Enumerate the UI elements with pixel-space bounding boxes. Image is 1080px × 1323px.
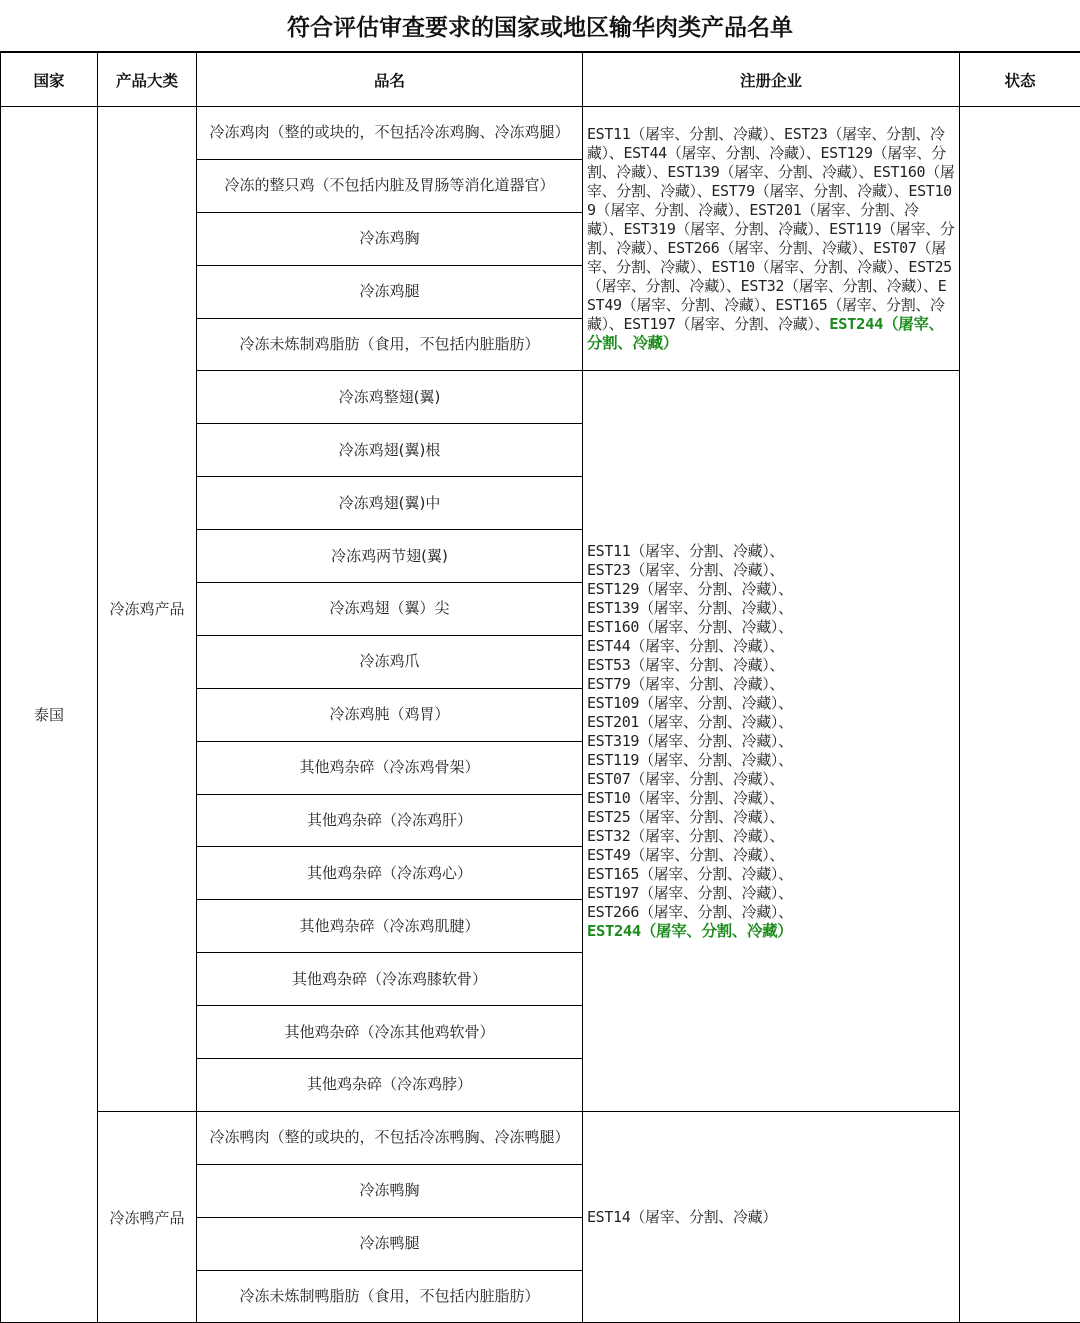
enterprise-line: EST201（屠宰、分割、冷藏）、 xyxy=(587,713,955,732)
product-name: 冷冻鸭腿 xyxy=(197,1217,583,1270)
table-row xyxy=(1,1111,1080,1164)
product-name: 冷冻鸡肉（整的或块的，不包括冷冻鸡胸、冷冻鸡腿） xyxy=(197,107,583,160)
enterprise-line: EST165（屠宰、分割、冷藏）、 xyxy=(587,865,955,884)
enterprise-line: EST197（屠宰、分割、冷藏）、 xyxy=(587,884,955,903)
product-name: 其他鸡杂碎（冷冻鸡肌腱） xyxy=(197,900,583,953)
enterprise-line: EST49（屠宰、分割、冷藏）、 xyxy=(587,846,955,865)
enterprise-line: EST44（屠宰、分割、冷藏）、 xyxy=(587,637,955,656)
category-cell-chicken: 冷冻鸡产品 xyxy=(98,107,197,1112)
country-cell: 泰国 xyxy=(1,107,98,1323)
enterprise-line: EST25（屠宰、分割、冷藏）、 xyxy=(587,808,955,827)
enterprise-line: EST266（屠宰、分割、冷藏）、 xyxy=(587,903,955,922)
product-name: 冷冻鸡胸 xyxy=(197,212,583,265)
enterprise-line: EST11（屠宰、分割、冷藏）、 xyxy=(587,542,955,561)
product-name: 其他鸡杂碎（冷冻其他鸡软骨） xyxy=(197,1006,583,1059)
product-name: 冷冻未炼制鸭脂肪（食用，不包括内脏脂肪） xyxy=(197,1270,583,1323)
category-cell-duck: 冷冻鸭产品 xyxy=(98,1111,197,1323)
product-name: 其他鸡杂碎（冷冻鸡脖） xyxy=(197,1059,583,1112)
enterprise-line: EST109（屠宰、分割、冷藏）、 xyxy=(587,694,955,713)
enterprise-cell-duck: EST14（屠宰、分割、冷藏） xyxy=(583,1111,960,1323)
enterprise-cell-chicken-1 xyxy=(583,107,960,371)
enterprise-line: EST79（屠宰、分割、冷藏）、 xyxy=(587,675,955,694)
product-name: 冷冻鸡翅(翼)根 xyxy=(197,424,583,477)
status-cell xyxy=(960,107,1080,1323)
product-name: 其他鸡杂碎（冷冻鸡膝软骨） xyxy=(197,953,583,1006)
header-status: 状态 xyxy=(960,53,1080,107)
product-name: 冷冻鸡整翅(翼) xyxy=(197,371,583,424)
product-name: 冷冻鸡爪 xyxy=(197,635,583,688)
header-enterprise: 注册企业 xyxy=(583,53,960,107)
enterprise-line: EST319（屠宰、分割、冷藏）、 xyxy=(587,732,955,751)
product-name: 冷冻鸡翅（翼）尖 xyxy=(197,583,583,636)
product-list-table xyxy=(0,52,1080,1323)
product-name: 冷冻鸡腿 xyxy=(197,265,583,318)
enterprise-line: EST07（屠宰、分割、冷藏）、 xyxy=(587,770,955,789)
enterprise-line: EST32（屠宰、分割、冷藏）、 xyxy=(587,827,955,846)
product-name: 冷冻未炼制鸡脂肪（食用，不包括内脏脂肪） xyxy=(197,318,583,371)
enterprise-line: EST119（屠宰、分割、冷藏）、 xyxy=(587,751,955,770)
page-title: 符合评估审查要求的国家或地区输华肉类产品名单 xyxy=(0,0,1080,52)
enterprise-cell-chicken-2 xyxy=(583,371,960,1111)
product-name: 冷冻鸡两节翅(翼) xyxy=(197,530,583,583)
product-name: 其他鸡杂碎（冷冻鸡心） xyxy=(197,847,583,900)
header-product: 品名 xyxy=(197,53,583,107)
table-row xyxy=(1,107,1080,160)
header-category: 产品大类 xyxy=(98,53,197,107)
product-name: 冷冻鸡肫（鸡胃） xyxy=(197,688,583,741)
enterprise-new-highlight: EST244（屠宰、分割、冷藏） xyxy=(587,922,955,941)
enterprise-line: EST139（屠宰、分割、冷藏）、 xyxy=(587,599,955,618)
product-name: 其他鸡杂碎（冷冻鸡骨架） xyxy=(197,741,583,794)
enterprise-line: EST10（屠宰、分割、冷藏）、 xyxy=(587,789,955,808)
product-name: 冷冻鸭胸 xyxy=(197,1164,583,1217)
product-name: 冷冻的整只鸡（不包括内脏及胃肠等消化道器官） xyxy=(197,159,583,212)
enterprise-list-text: EST11（屠宰、分割、冷藏）、EST23（屠宰、分割、冷藏）、EST44（屠宰、分割、冷藏）、EST129（屠宰、分割、冷藏）、EST139（屠宰、分割、冷藏）、EST160（屠宰、分割、冷藏）、EST79（屠宰、分割、冷藏）、EST109（屠宰、分割、冷藏）、EST201（屠宰、分割、冷藏）、EST319（屠宰、分割、冷藏）、EST119（屠宰、分割、冷藏）、EST266（屠宰、分割、冷藏）、EST07（屠宰、分割、冷藏）、EST10（屠宰、分割、冷藏）、EST25（屠宰、分割、冷藏）、EST32（屠宰、分割、冷藏）、EST49（屠宰、分割、冷藏）、EST165（屠宰、分割、冷藏）、EST197（屠宰、分割、冷藏）、 xyxy=(587,125,955,333)
enterprise-new-highlight: EST244（屠宰、分割、冷藏） xyxy=(587,315,944,352)
product-name: 其他鸡杂碎（冷冻鸡肝） xyxy=(197,794,583,847)
enterprise-line: EST23（屠宰、分割、冷藏）、 xyxy=(587,561,955,580)
header-row xyxy=(1,53,1080,107)
enterprise-line: EST129（屠宰、分割、冷藏）、 xyxy=(587,580,955,599)
product-name: 冷冻鸭肉（整的或块的，不包括冷冻鸭胸、冷冻鸭腿） xyxy=(197,1111,583,1164)
enterprise-line: EST160（屠宰、分割、冷藏）、 xyxy=(587,618,955,637)
header-country: 国家 xyxy=(1,53,98,107)
product-name: 冷冻鸡翅(翼)中 xyxy=(197,477,583,530)
enterprise-line: EST53（屠宰、分割、冷藏）、 xyxy=(587,656,955,675)
